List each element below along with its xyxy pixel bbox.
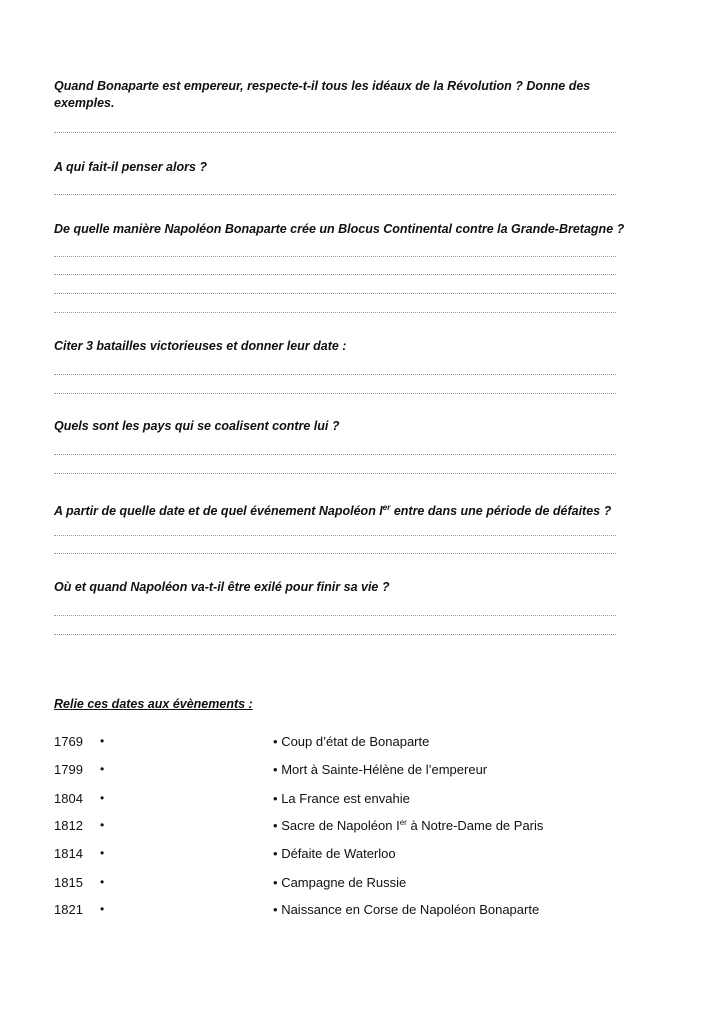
year-label: 1815 — [54, 875, 83, 890]
answer-line[interactable] — [54, 471, 616, 474]
event-item — [273, 818, 543, 833]
answer-line[interactable] — [54, 452, 616, 455]
event-label-before: Sacre de Napoléon I — [281, 818, 400, 833]
event-label: Coup d’état de Bonaparte — [281, 734, 430, 749]
year-label: 1799 — [54, 762, 83, 777]
question-1: Quand Bonaparte est empereur, respecte-t-il tous les idéaux de la Révolution ? Donne des exemples. — [54, 79, 591, 110]
event-bullet[interactable]: • — [273, 791, 278, 806]
event-bullet[interactable]: • — [273, 734, 278, 749]
match-row — [0, 762, 713, 780]
answer-line[interactable] — [54, 192, 616, 195]
event-bullet[interactable]: • — [273, 846, 278, 861]
match-row — [0, 791, 713, 809]
year-label: 1812 — [54, 818, 83, 833]
question-6-text-before: A partir de quelle date et de quel événement Napoléon I — [54, 504, 383, 518]
event-item — [273, 902, 539, 917]
event-bullet[interactable]: • — [273, 762, 278, 777]
year-label: 1769 — [54, 734, 83, 749]
question-3: De quelle manière Napoléon Bonaparte crée un Blocus Continental contre la Grande-Bretagne ? — [54, 222, 625, 236]
question-6-text-after: entre dans une période de défaites ? — [390, 504, 612, 518]
event-item — [273, 846, 396, 861]
event-bullet[interactable]: • — [273, 818, 278, 833]
event-label: La France est envahie — [281, 791, 410, 806]
question-4: Citer 3 batailles victorieuses et donner leur date : — [54, 339, 347, 353]
answer-line[interactable] — [54, 391, 616, 394]
answer-line[interactable] — [54, 310, 616, 313]
year-bullet[interactable]: • — [100, 791, 105, 805]
answer-line[interactable] — [54, 291, 616, 294]
year-label: 1804 — [54, 791, 83, 806]
year-bullet[interactable]: • — [100, 762, 105, 776]
answer-line[interactable] — [54, 533, 616, 536]
answer-line[interactable] — [54, 254, 616, 257]
question-7: Où et quand Napoléon va-t-il être exilé pour finir sa vie ? — [54, 580, 390, 594]
answer-line[interactable] — [54, 372, 616, 375]
event-bullet[interactable]: • — [273, 902, 278, 917]
question-5: Quels sont les pays qui se coalisent contre lui ? — [54, 419, 340, 433]
event-label: Mort à Sainte-Hélène de l’empereur — [281, 762, 488, 777]
event-label: Défaite de Waterloo — [281, 846, 396, 861]
answer-line[interactable] — [54, 130, 616, 133]
answer-line[interactable] — [54, 632, 616, 635]
match-row — [0, 734, 713, 752]
question-6-sup: er — [382, 503, 391, 512]
event-label: Campagne de Russie — [281, 875, 407, 890]
answer-line[interactable] — [54, 272, 616, 275]
question-6 — [54, 499, 674, 520]
match-row — [0, 902, 713, 920]
event-item — [273, 734, 429, 749]
year-bullet[interactable]: • — [100, 734, 105, 748]
event-label-after: à Notre-Dame de Paris — [406, 818, 544, 833]
year-bullet[interactable]: • — [100, 818, 105, 832]
match-row — [0, 875, 713, 893]
match-row — [0, 846, 713, 864]
year-label: 1814 — [54, 846, 83, 861]
match-row — [0, 818, 713, 836]
year-label: 1821 — [54, 902, 83, 917]
year-bullet[interactable]: • — [100, 902, 105, 916]
event-item — [273, 791, 410, 806]
event-item — [273, 875, 406, 890]
event-bullet[interactable]: • — [273, 875, 278, 890]
event-label: Naissance en Corse de Napoléon Bonaparte — [281, 902, 540, 917]
event-item — [273, 762, 487, 777]
year-bullet[interactable]: • — [100, 846, 105, 860]
answer-line[interactable] — [54, 613, 616, 616]
year-bullet[interactable]: • — [100, 875, 105, 889]
event-label-sup: er — [399, 818, 407, 827]
answer-line[interactable] — [54, 551, 616, 554]
matching-heading: Relie ces dates aux évènements : — [54, 697, 253, 711]
question-2: A qui fait-il penser alors ? — [54, 160, 208, 174]
